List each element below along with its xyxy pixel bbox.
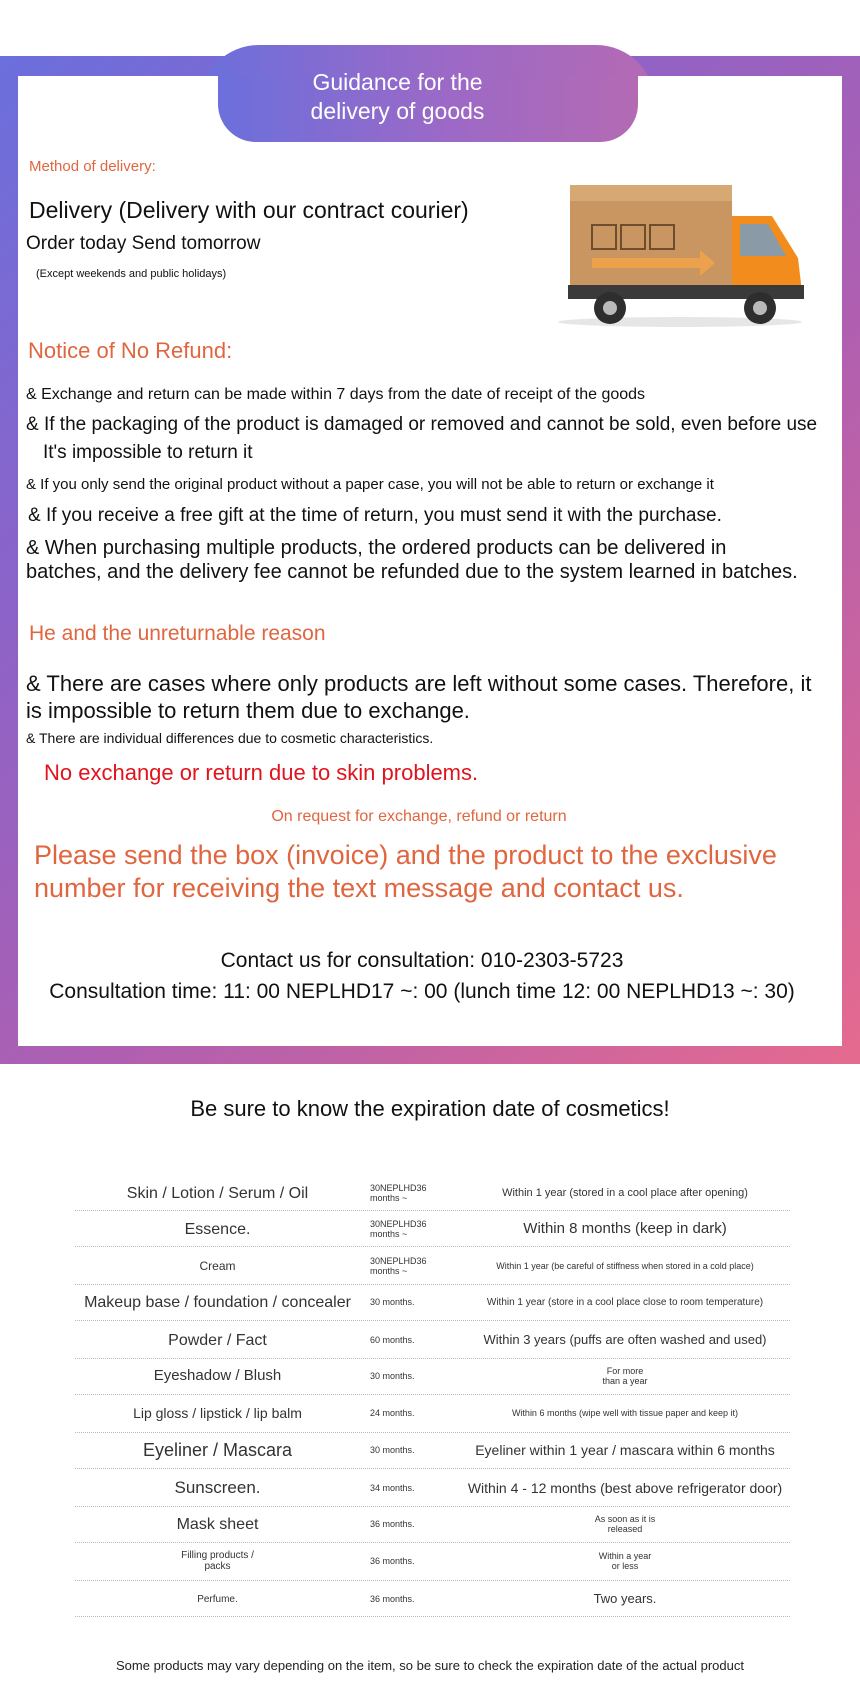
unopened-period: 30NEPLHD36 months ~: [370, 1256, 427, 1276]
request-label: On request for exchange, refund or return: [271, 808, 567, 825]
opened-period: Within 4 - 12 months (best above refrigerator door): [467, 1480, 783, 1496]
product-name: Eyeliner / Mascara: [142, 1440, 293, 1460]
product-name: Perfume.: [197, 1594, 238, 1605]
product-name: Eyeshadow / Blush: [153, 1367, 282, 1384]
delivery-exception: (Except weekends and public holidays): [36, 268, 227, 280]
reason-item: & There are individual differences due to cosmetic characteristics.: [26, 730, 434, 746]
opened-period: Within 8 months (keep in dark): [523, 1220, 727, 1237]
contact-hours: Consultation time: 11: 00 NEPLHD17 ~: 00 (lunch time 12: 00 NEPLHD13 ~: 30): [49, 980, 795, 1003]
product-name: Sunscreen.: [174, 1478, 261, 1497]
expiration-row: [75, 1506, 790, 1543]
product-name: Makeup base / foundation / concealer: [84, 1294, 351, 1311]
notice-item: & If you receive a free gift at the time of return, you must send it with the purchase.: [28, 505, 722, 526]
opened-period: For more than a year: [602, 1366, 648, 1386]
unopened-period: 34 months.: [370, 1483, 415, 1493]
opened-period: Within 3 years (puffs are often washed and used): [483, 1332, 767, 1347]
unopened-period: 30 months.: [370, 1371, 415, 1381]
expiration-title: Be sure to know the expiration date of cosmetics!: [190, 1096, 670, 1121]
product-name: Essence.: [184, 1221, 251, 1238]
product-name: Filling products / packs: [181, 1550, 254, 1572]
expiration-row: [75, 1470, 790, 1507]
unopened-period: 60 months.: [370, 1335, 415, 1345]
opened-period: Within a year or less: [598, 1551, 652, 1571]
page-title: [230, 68, 565, 126]
reason-item: is impossible to return them due to exchange.: [26, 698, 470, 723]
expiration-row: [75, 1176, 790, 1211]
expiration-row: [75, 1284, 790, 1321]
product-name: Powder / Fact: [168, 1332, 267, 1349]
product-name: Lip gloss / lipstick / lip balm: [133, 1405, 302, 1421]
opened-period: Within 1 year (stored in a cool place after opening): [502, 1187, 748, 1199]
unopened-period: 30NEPLHD36 months ~: [370, 1183, 427, 1203]
request-line: Please send the box (invoice) and the product to the exclusive: [34, 840, 777, 870]
opened-period: Within 6 months (wipe well with tissue paper and keep it): [511, 1408, 739, 1418]
expiration-row: [75, 1248, 790, 1285]
unopened-period: 24 months.: [370, 1408, 415, 1418]
method-label: Method of delivery:: [29, 158, 156, 175]
expiration-row: [75, 1212, 790, 1247]
unopened-period: 30 months.: [370, 1445, 415, 1455]
notice-item: & If you only send the original product without a paper case, you will not be able to return or exchange it: [26, 476, 714, 493]
opened-period: Within 1 year (store in a cool place close to room temperature): [486, 1297, 764, 1308]
unopened-period: 36 months.: [370, 1594, 415, 1604]
unopened-period: 30NEPLHD36 months ~: [370, 1219, 427, 1239]
delivery-truck-icon: [550, 180, 810, 330]
expiration-row: [75, 1322, 790, 1359]
opened-period: As soon as it is released: [594, 1514, 656, 1534]
notice-item: It's impossible to return it: [43, 442, 253, 463]
expiration-row: [75, 1394, 790, 1433]
title-line-1: Guidance for the: [312, 69, 483, 95]
unopened-period: 36 months.: [370, 1519, 415, 1529]
notice-item: & Exchange and return can be made within 7 days from the date of receipt of the goods: [26, 386, 646, 403]
contact-phone: Contact us for consultation: 010-2303-5723: [220, 949, 624, 972]
notice-item: & When purchasing multiple products, the ordered products can be delivered in: [26, 537, 727, 559]
skin-warning: No exchange or return due to skin problems.: [44, 760, 479, 785]
expiration-row: [75, 1542, 790, 1581]
request-line: number for receiving the text message and contact us.: [34, 873, 684, 903]
expiration-footer: Some products may vary depending on the item, so be sure to check the expiration date of the actual product: [116, 1658, 744, 1673]
notice-title: Notice of No Refund:: [28, 338, 233, 363]
opened-period: Two years.: [593, 1591, 657, 1606]
product-name: Skin / Lotion / Serum / Oil: [126, 1185, 309, 1202]
expiration-row: [75, 1582, 790, 1617]
reason-item: & There are cases where only products are left without some cases. Therefore, it: [26, 671, 812, 696]
product-name: Mask sheet: [176, 1516, 259, 1533]
reason-title: He and the unreturnable reason: [29, 622, 326, 645]
unopened-period: 36 months.: [370, 1556, 415, 1566]
expiration-row: [75, 1432, 790, 1469]
expiration-row: [75, 1358, 790, 1395]
title-line-2: delivery of goods: [310, 98, 485, 124]
product-name: Cream: [199, 1259, 236, 1273]
opened-period: Eyeliner within 1 year / mascara within 6 months: [475, 1442, 775, 1458]
notice-item: batches, and the delivery fee cannot be refunded due to the system learned in batches.: [26, 561, 798, 583]
unopened-period: 30 months.: [370, 1297, 415, 1307]
opened-period: Within 1 year (be careful of stiffness when stored in a cold place): [496, 1261, 754, 1271]
delivery-method: Delivery (Delivery with our contract courier): [29, 197, 469, 223]
delivery-schedule: Order today Send tomorrow: [26, 233, 261, 254]
notice-item: & If the packaging of the product is damaged or removed and cannot be sold, even before use: [26, 414, 818, 435]
